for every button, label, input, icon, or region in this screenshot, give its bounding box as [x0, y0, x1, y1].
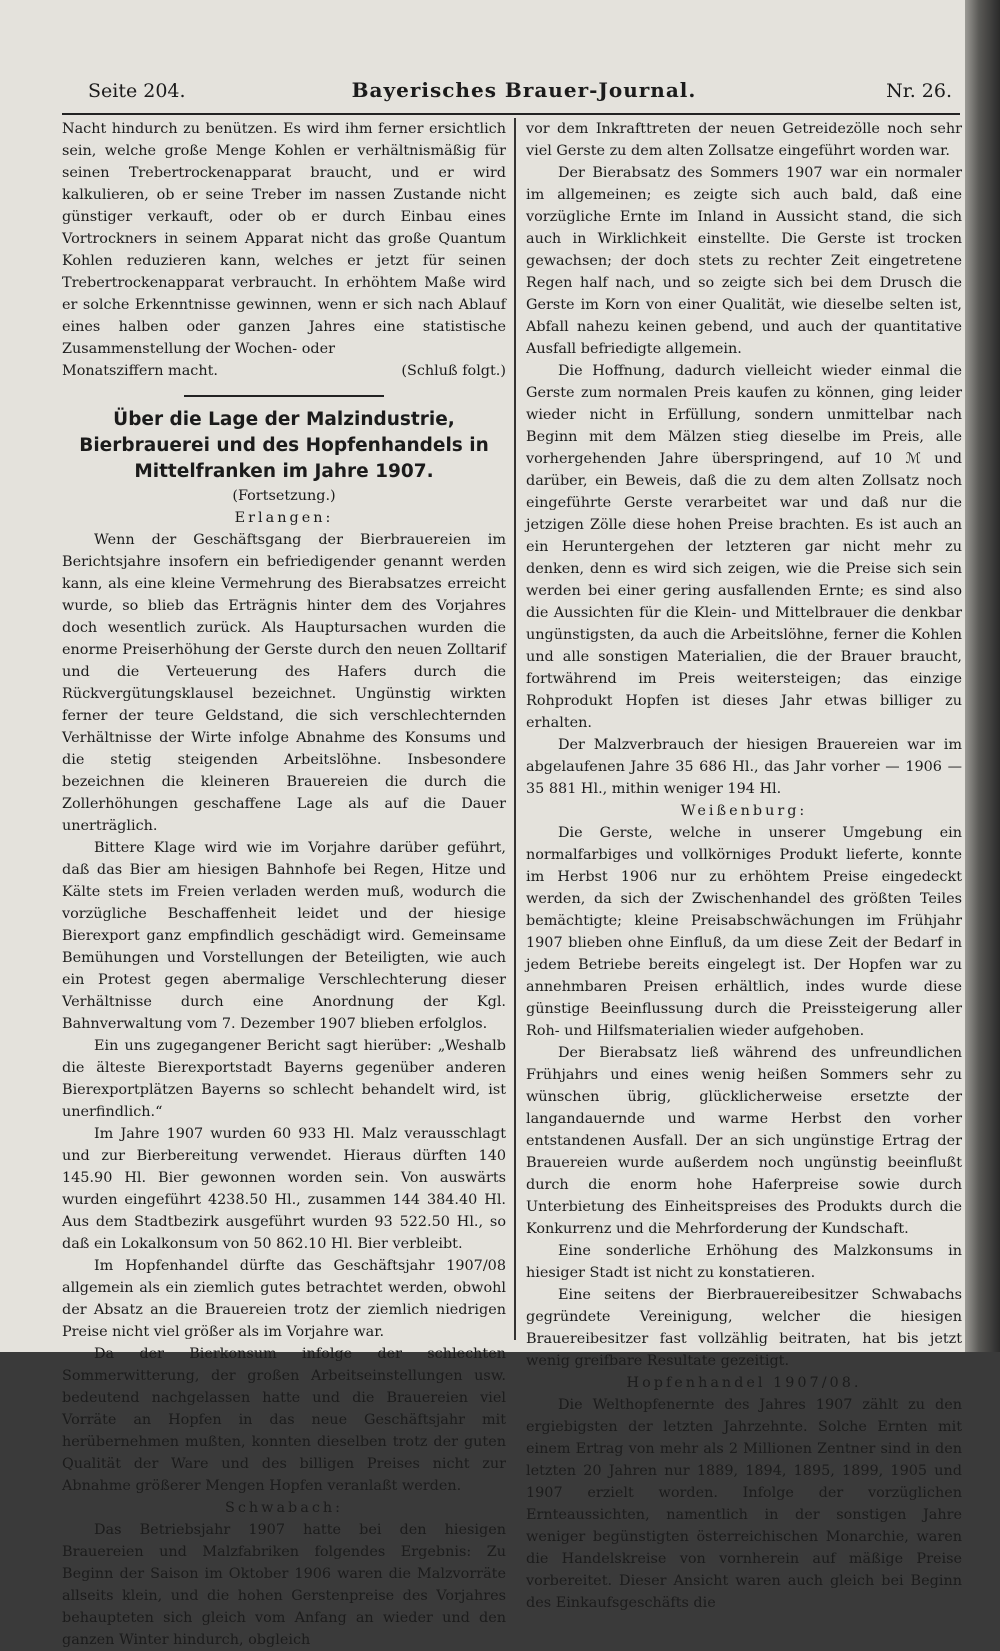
paragraph: Wenn der Geschäftsgang der Bierbrauereien im Berichtsjahre insofern ein befriedigender genannt werden kann, als eine kleine Vermehrung des Bierabsatzes erreicht wurde, so blieb das Erträgnis hinter dem des Vorjahres doch wesentlich zurück. Als Hauptursachen wurden die enorme Preiserhöhung der Gerste durch den neuen Zolltarif und die Verteuerung des Hafers durch die Rückvergütungsklausel bezeichnet. Ungünstig wirkten ferner der teure Geldstand, die sich verschlechternden Verhältnisse der Wirte infolge Abnahme des Konsums und die stetig steigenden Arbeitslöhne. Insbesondere bezeichnen die kleineren Brauereien die durch die Zollerhöhungen geschaffene Lage als auf die Dauer unerträglich.	[62, 532, 506, 834]
paragraph: Der Malzverbrauch der hiesigen Brauereien war im abgelaufenen Jahre 35 686 Hl., das Jahr vorher — 1906 — 35 881 Hl., mithin weniger 194 Hl.	[526, 737, 962, 797]
paragraph: Eine sonderliche Erhöhung des Malzkonsums in hiesiger Stadt ist nicht zu konstatieren.	[526, 1243, 962, 1281]
journal-title: Bayerisches Brauer-Journal.	[351, 78, 697, 102]
right-column	[526, 118, 962, 1614]
article-title: Über die Lage der Malzindustrie, Bierbrauerei und des Hopfenhandels in Mittelfranken im Jahre 1907.	[79, 409, 489, 482]
paragraph: Der Bierabsatz des Sommers 1907 war ein normaler im allgemeinen; es zeigte sich auch bald, daß eine vorzügliche Ernte im Inland in Aussicht stand, die sich auch in Wirklichkeit einstellte. Die Gerste ist trocken gewachsen; der doch stets zu rechter Zeit eingetretene Regen half nach, und so zeigte sich bei dem Drusch die Gerste im Korn von einer Qualität, wie dieselbe selten ist, Abfall nahezu keinen gebend, und auch der quantitative Ausfall befriedigte allgemein.	[526, 165, 962, 357]
article-separator	[184, 395, 384, 397]
paragraph: Im Hopfenhandel dürfte das Geschäftsjahr 1907/08 allgemein als ein ziemlich gutes betrachtet werden, obwohl der Absatz an die Brauereien trotz der ziemlich niedrigen Preise nicht viel größer als im Vorjahre war.	[62, 1258, 506, 1340]
paragraph: Im Jahre 1907 wurden 60 933 Hl. Malz verausschlagt und zur Bierbereitung verwendet. Hieraus dürften 140 145.90 Hl. Bier gewonnen worden sein. Von auswärts wurden eingeführt 4238.50 Hl., zusammen 144 384.40 Hl. Aus dem Stadtbezirk ausgeführt wurden 93 522.50 Hl., so daß ein Lokalkonsum von 50 862.10 Hl. Bier verbleibt.	[62, 1126, 506, 1252]
page-number: Seite 204.	[88, 80, 186, 102]
paragraph: Die Welthopfenernte des Jahres 1907 zählt zu den ergiebigsten der letzten Jahrzehnte. Solche Ernten mit einem Ertrag von mehr als 2 Millionen Zentner sind in den letzten 20 Jahren nur 1889, 1894, 1895, 1899, 1905 und 1907 erzielt worden. Infolge der vorzüglichen Ernteaussichten, namentlich in der sonstigen Jahre weniger begünstigten österreichischen Monarchie, waren die Handelskreise von vornherein auf mäßige Preise vorbereitet. Dieser Ansicht waren auch gleich bei Beginn des Einkaufsgeschäfts die	[526, 1397, 962, 1611]
section-heading-schwabach: Schwabach:	[224, 1500, 344, 1516]
article-subtitle: (Fortsetzung.)	[232, 488, 336, 504]
section-heading-hopfenhandel: Hopfenhandel 1907/08.	[626, 1375, 862, 1391]
scan-edge	[965, 0, 1000, 1352]
paragraph: Ein uns zugegangener Bericht sagt hierüber: „Weshalb die älteste Bierexportstadt Bayerns gegenüber anderen Bierexportplätzen Bayerns so schlecht behandelt wird, ist unerfindlich.“	[62, 1038, 506, 1120]
page-header	[88, 76, 960, 110]
left-column	[62, 118, 506, 1651]
paragraph: Die Hoffnung, dadurch vielleicht wieder einmal die Gerste zum normalen Preis kaufen zu können, ging leider wieder nicht in Erfüllung, sondern unmittelbar nach Beginn mit dem Mälzen stieg dieselbe im Preis, alle vorhergehenden Jahre überspringend, auf 10 ℳ und darüber, ein Beweis, daß die zu dem alten Zollsatz noch eingeführte Gerste verarbeitet war und daß nur die jetzigen Zölle diese hohen Preise brachten. Es ist auch an ein Heruntergehen der letzteren gar nicht mehr zu denken, denn es wird sich zeigen, wie die Preise sich sein werden bei einer gering ausfallenden Ernte; es sind also die Aussichten für die Klein- und Mittelbrauer die denkbar ungünstigsten, da auch die Arbeitslöhne, ferner die Kohlen und alle sonstigen Materialien, die der Brauer braucht, fortwährend im Preis weitersteigen; das einzige Rohprodukt Hopfen ist dieses Jahr etwas billiger zu erhalten.	[526, 363, 962, 731]
paragraph: Die Gerste, welche in unserer Umgebung ein normalfarbiges und vollkörniges Produkt lieferte, konnte im Herbst 1906 nur zu erhöhtem Preise eingedeckt werden, da sich der Zwischenhandel des größten Teiles bemächtigte; kleine Preisabschwächungen im Frühjahr 1907 blieben ohne Einfluß, da um diese Zeit der Bedarf in jedem Betriebe bereits eingelegt ist. Der Hopfen war zu annehmbaren Preisen erhältlich, indes wurde diese günstige Beeinflussung durch die Preissteigerung aller Roh- und Hilfsmaterialien wieder aufgehoben.	[526, 825, 962, 1039]
paragraph-end: Monatsziffern macht.	[62, 363, 218, 379]
continuation-line	[62, 360, 506, 382]
paragraph: Eine seitens der Bierbrauereibesitzer Schwabachs gegründete Vereinigung, welcher die hiesigen Brauereibesitzer fast vollzählig beitraten, hat bis jetzt wenig greifbare Resultate gezeitigt.	[526, 1287, 962, 1369]
paragraph: Bittere Klage wird wie im Vorjahre darüber geführt, daß das Bier am hiesigen Bahnhofe bei Regen, Hitze und Kälte stets im Freien verladen werden muß, wodurch die vorzügliche Beschaffenheit leidet und der hiesige Bierexport ganz empfindlich geschädigt wird. Gemeinsame Bemühungen und Vorstellungen der Beteiligten, wie auch ein Protest gegen abermalige Verschlechterung dieser Verhältnisse durch eine Anordnung der Kgl. Bahnverwaltung vom 7. Dezember 1907 blieben erfolglos.	[62, 840, 506, 1032]
paragraph: Nacht hindurch zu benützen. Es wird ihm ferner ersichtlich sein, welche große Menge Kohlen er verhältnismäßig für seinen Trebertrockenapparat braucht, und er wird kalkulieren, ob er seine Treber im nassen Zustande nicht günstiger verkauft, oder ob er durch Einbau eines Vortrockners in seinem Apparat nicht das große Quantum Kohlen reduzieren kann, welches er jetzt für seinen Trebertrockenapparat verbraucht. In erhöhtem Maße wird er solche Erkenntnisse gewinnen, wenn er sich nach Ablauf eines halben oder ganzen Jahres eine statistische Zusammenstellung der Wochen- oder	[62, 121, 506, 357]
header-rule	[62, 113, 960, 115]
section-heading-weissenburg: Weißenburg:	[680, 803, 808, 819]
paragraph: Da der Bierkonsum infolge der schlechten Sommerwitterung, der großen Arbeitseinstellungen usw. bedeutend nachgelassen hatte und die Brauereien viel Vorräte an Hopfen in das neue Geschäftsjahr mit herübernehmen mußten, konnten dieselben trotz der guten Qualität der Ware und des billigen Preises nicht zur Abnahme größerer Mengen Hopfen veranlaßt werden.	[62, 1346, 506, 1494]
paragraph: vor dem Inkrafttreten der neuen Getreidezölle noch sehr viel Gerste zu dem alten Zollsatze eingeführt worden war.	[526, 121, 962, 159]
issue-number: Nr. 26.	[886, 80, 952, 102]
paragraph: Das Betriebsjahr 1907 hatte bei den hiesigen Brauereien und Malzfabriken folgendes Ergebnis: Zu Beginn der Saison im Oktober 1906 waren die Malzvorräte allseits klein, und die hohen Gerstenpreise des Vorjahres behaupteten sich gleich vom Anfang an wieder und den ganzen Winter hindurch, obgleich	[62, 1522, 506, 1648]
to-be-continued-note: (Schluß folgt.)	[401, 363, 506, 379]
column-divider	[514, 118, 516, 1340]
paragraph: Der Bierabsatz ließ während des unfreundlichen Frühjahrs und eines wenig heißen Sommers sehr zu wünschen übrig, glücklicherweise ersetzte der langandauernde und warme Herbst den vorher entstandenen Ausfall. Der an sich ungünstige Ertrag der Brauereien wurde außerdem noch ungünstig beeinflußt durch die enorm hohe Haferpreise sowie durch Unterbietung des Einheitspreises des Produkts durch die Konkurrenz und die Mehrforderung der Kundschaft.	[526, 1045, 962, 1237]
section-heading-erlangen: Erlangen:	[234, 510, 334, 526]
